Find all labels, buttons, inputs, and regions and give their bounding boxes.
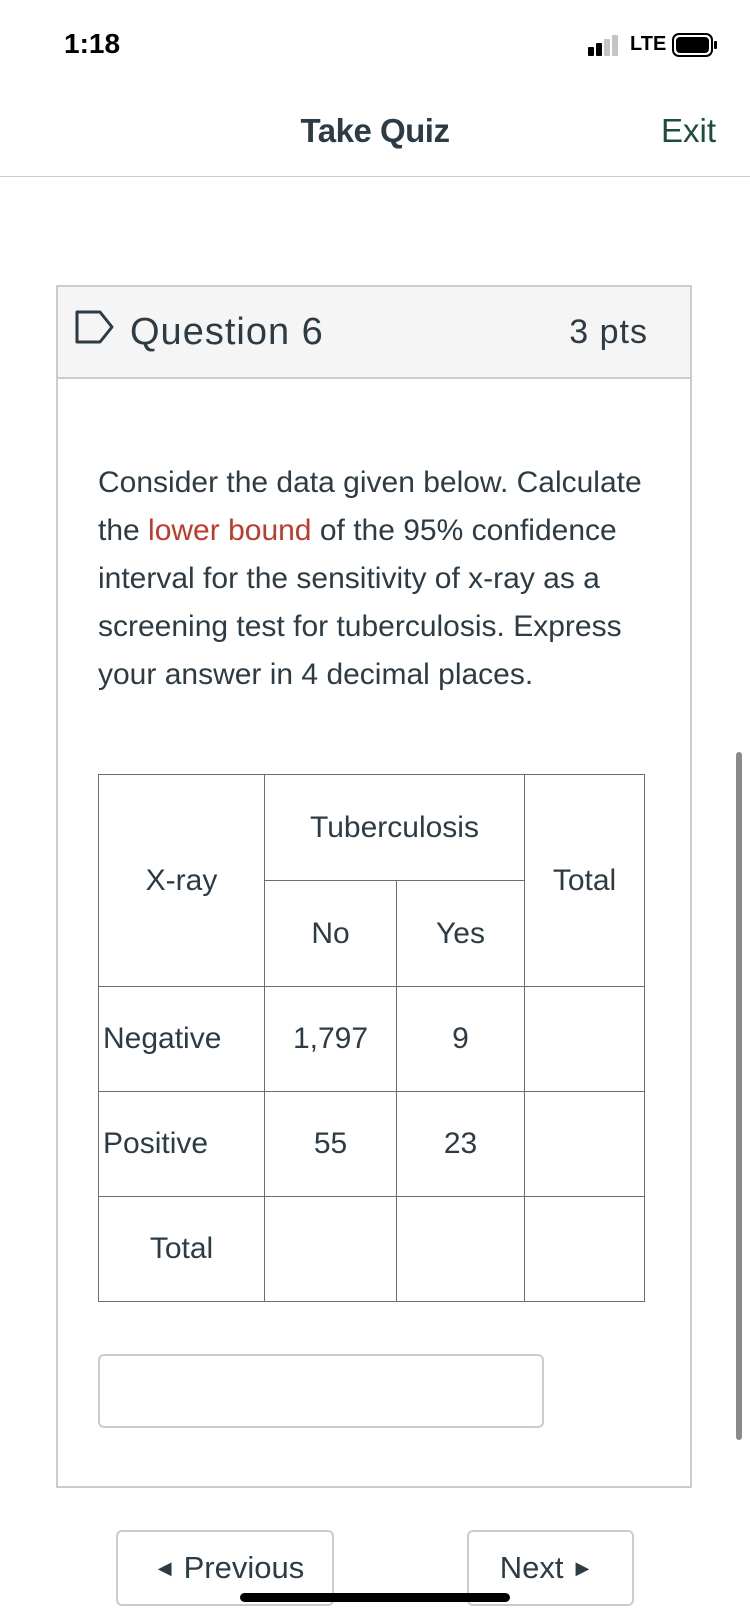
yes-header-cell (397, 881, 525, 987)
cell-total (525, 987, 645, 1092)
question-header (58, 287, 690, 379)
row-label: Positive (99, 1092, 265, 1197)
table-row (99, 987, 645, 1092)
signal-icon (588, 34, 626, 56)
previous-label: Previous (183, 1550, 305, 1585)
question-text-highlight: lower bound (148, 514, 312, 547)
flag-question-icon[interactable] (74, 309, 116, 345)
cell-yes (397, 1197, 525, 1302)
network-label: LTE (630, 33, 667, 55)
question-text-before: Consider the data given below. Calculate the (98, 466, 642, 547)
total-header-cell (525, 775, 645, 987)
cell-no (265, 1197, 397, 1302)
caret-left-icon: ◀ (157, 1557, 172, 1578)
no-header-cell (265, 881, 397, 987)
cell-no: 1,797 (265, 987, 397, 1092)
cell-no: 55 (265, 1092, 397, 1197)
question-card (56, 285, 692, 1488)
cell-total (525, 1092, 645, 1197)
row-header-cell (99, 775, 265, 987)
no-header-label: No (311, 916, 350, 950)
question-text (98, 459, 658, 699)
yes-header-label: Yes (436, 916, 485, 950)
next-label: Next (499, 1550, 564, 1585)
table-header-row (99, 775, 645, 881)
quiz-header (0, 90, 750, 177)
group-header-label: Tuberculosis (310, 810, 479, 844)
cell-yes: 9 (397, 987, 525, 1092)
answer-input[interactable] (98, 1354, 544, 1428)
battery-icon (672, 33, 718, 57)
table-row (99, 1092, 645, 1197)
status-time: 1:18 (64, 28, 121, 59)
exit-button[interactable]: Exit (660, 112, 716, 149)
data-table (98, 774, 645, 1302)
home-indicator (240, 1593, 510, 1602)
question-points: 3 pts (569, 313, 648, 351)
row-header-label: X-ray (145, 863, 218, 897)
question-text-after: of the 95% confidence interval for the sensitivity of x-ray as a screening test for tuberculosis. Express your answer in 4 decimal places. (98, 514, 622, 691)
cell-total (525, 1197, 645, 1302)
total-header-label: Total (552, 863, 617, 897)
scrollbar[interactable] (736, 752, 742, 1440)
group-header-cell (265, 775, 525, 881)
row-label: Negative (99, 987, 265, 1092)
status-bar (0, 0, 750, 90)
row-label: Total (99, 1197, 265, 1302)
question-title: Question 6 (130, 311, 324, 353)
table-row (99, 1197, 645, 1302)
caret-right-icon: ▶ (575, 1557, 590, 1578)
cell-yes: 23 (397, 1092, 525, 1197)
page-title: Take Quiz (300, 112, 450, 149)
